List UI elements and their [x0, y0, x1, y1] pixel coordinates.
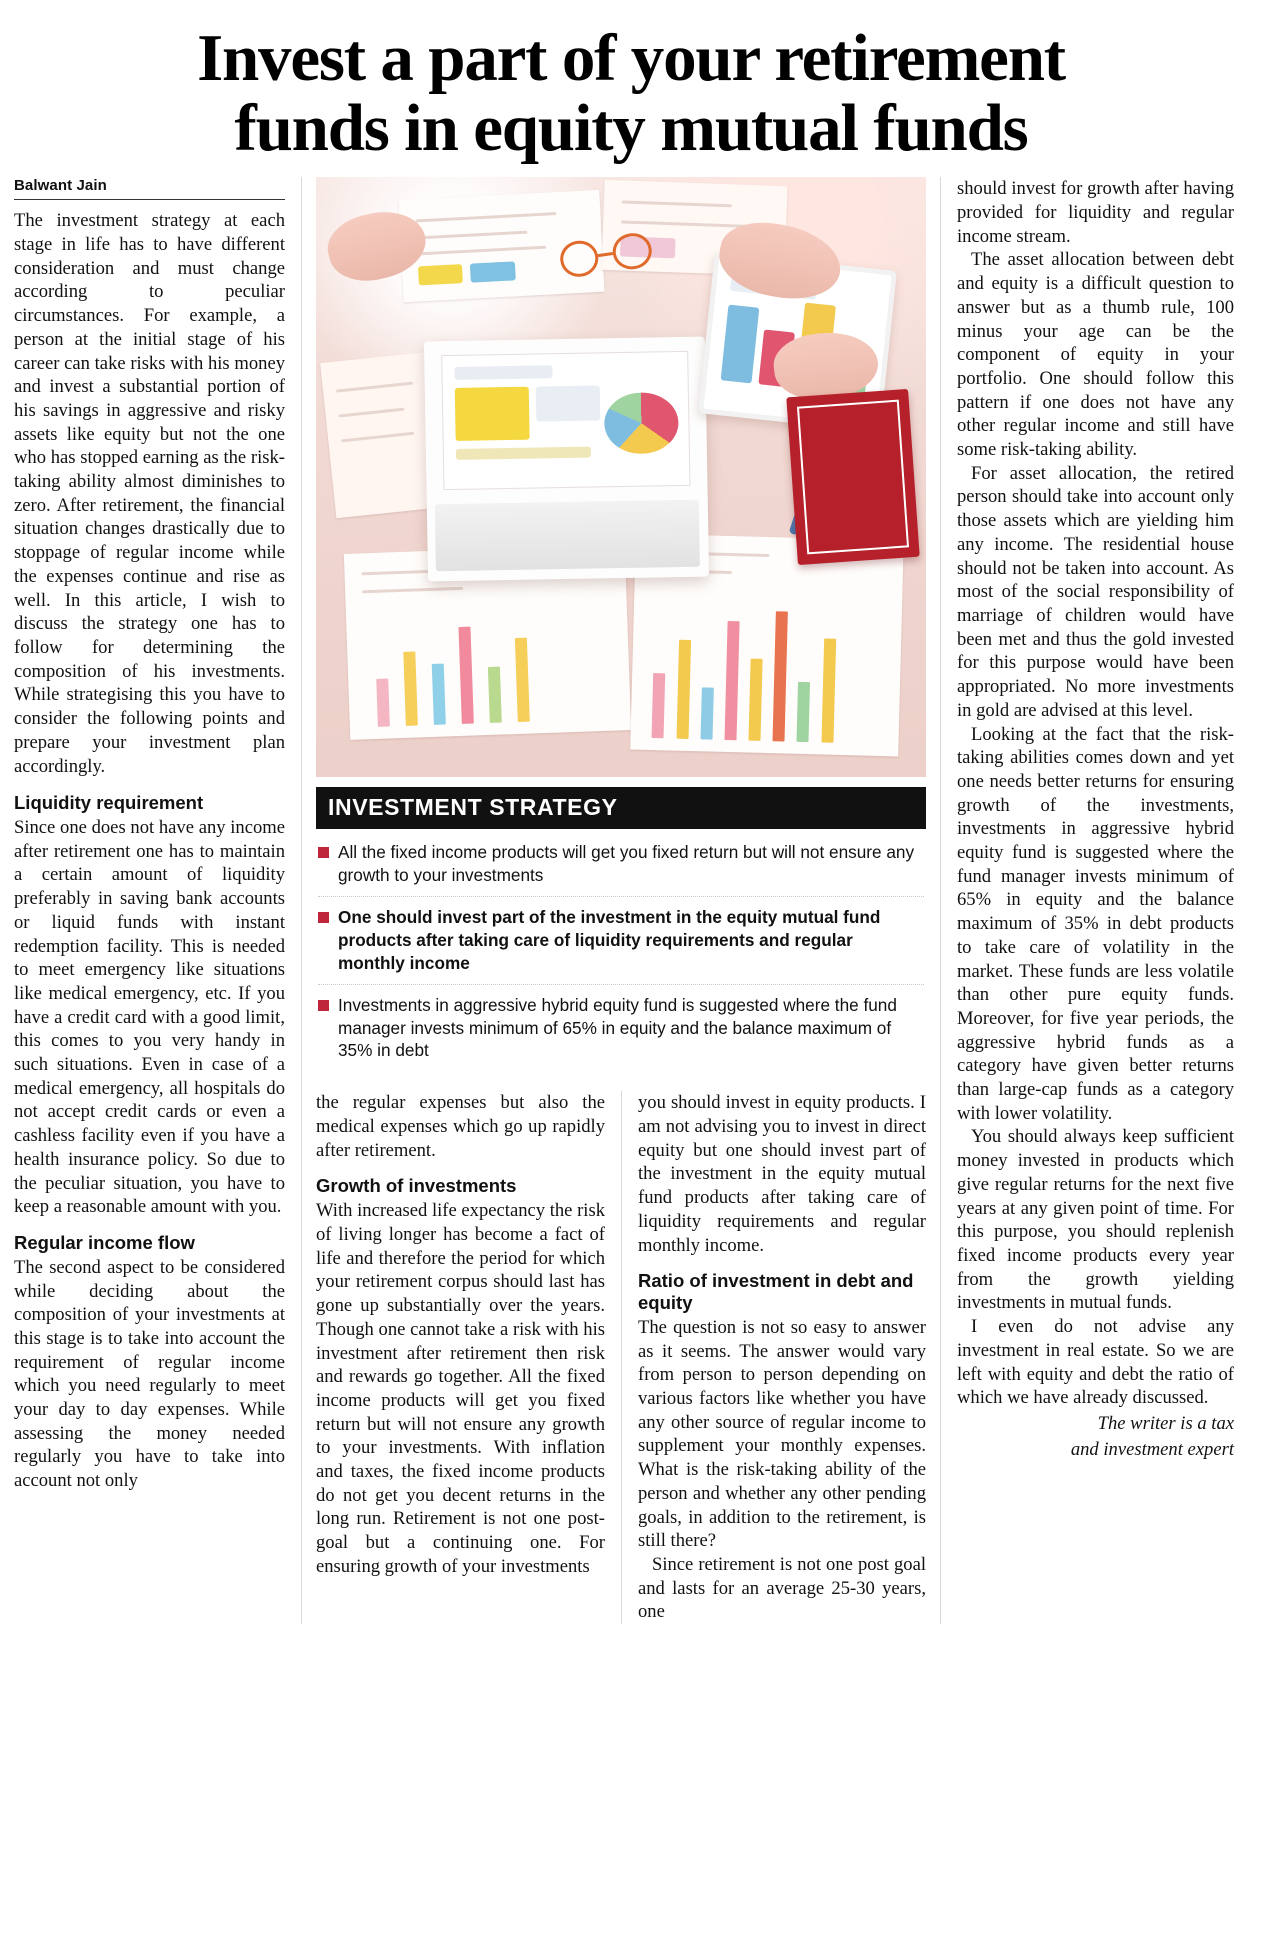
photo-laptop-keyboard	[435, 500, 700, 572]
subheading-liquidity-requirement: Liquidity requirement	[14, 792, 204, 814]
middle-lower-columns	[316, 1091, 926, 1624]
strategy-item-text: Investments in aggressive hybrid equity fund is suggested where the fund manager invests minimum of 65% in equity and the balance maximum of 35% in debt	[338, 994, 897, 1061]
page-title	[14, 21, 1248, 165]
left-section-liquidity-text: Since one does not have any income after retirement one has to maintain a certain amount of liquidity preferably in saving bank accounts or liquid funds with instant redemption facility. This is needed to meet emergency like situations like medical emergency, etc. If you have a credit card with a good limit, this comes to you very handy in such situations. Even in case of a medical emergency, all hospitals do not accept credit cards or even a cashless facility even if you have a health insurance policy. So due to the peculiar situation, you have to keep a reasonable amount with you.	[14, 817, 285, 1218]
photo-laptop	[424, 337, 709, 582]
subheading-ratio-of-investment: Ratio of investment in debt and equity	[638, 1270, 914, 1314]
middle-column	[301, 177, 941, 1624]
photo-illustration	[316, 177, 926, 777]
middle-lower-left-column	[316, 1091, 621, 1624]
left-intro-paragraph: The investment strategy at each stage in life has to have different consideration and must change according to peculiar circumstances. For example, a person at the initial stage of his career can take risks with his money and invest a substantial portion of his savings in aggressive and risky assets like equity but not the one who has stopped earning as the risk-taking ability almost diminishes to zero. After retirement, the financial situation changes drastically due to stoppage of regular income while the expenses continue and rise as well. In this article, I wish to discuss the strategy one has to follow for determining the composition of his investments. While strategising this you have to consider the following points and prepare your investment plan accordingly.	[14, 210, 285, 777]
mid-left-continuation: the regular expenses but also the medical expenses which go up rapidly after retirement.	[316, 1092, 605, 1161]
mid-right-ratio-text: The question is not so easy to answer as it seems. The answer would vary from person to person depending on various factors like whether you have any other source of regular income to supplement your monthly expenses. What is the risk-taking ability of the person and whether any other pending goals, in addition to the retirement, is still there?	[638, 1316, 926, 1552]
mid-right-tail-text: Since retirement is not one post goal and lasts for an average 25-30 years, one	[638, 1553, 926, 1623]
byline: Balwant Jain	[14, 177, 285, 200]
article-photo	[316, 177, 926, 777]
author-signoff-line-2: and investment expert	[1070, 1438, 1234, 1460]
photo-red-notebook	[786, 389, 919, 565]
right-paragraph: For asset allocation, the retired person should take into account only those assets which are yielding him any income. The residential house should not be taken into account. As most of the social responsibility of marriage of children would have been met and thus the gold invested for this purpose would have been appropriated. No more investments in gold are advised at this level.	[957, 462, 1234, 721]
strategy-item	[318, 984, 924, 1072]
subheading-growth-of-investments: Growth of investments	[316, 1175, 517, 1197]
bullet-square-icon	[318, 1000, 329, 1011]
article-columns	[14, 177, 1248, 1624]
strategy-item-text: One should invest part of the investment in the equity mutual fund products after taking care of liquidity requirements and regular monthly income	[338, 907, 881, 973]
author-signoff-line-1: The writer is a tax	[1097, 1412, 1234, 1434]
strategy-item	[318, 896, 924, 984]
right-paragraph: I even do not advise any investment in real estate. So we are left with equity and debt the ratio of which we have already discussed.	[957, 1316, 1234, 1409]
strategy-box-items	[316, 829, 926, 1077]
strategy-item-text: All the fixed income products will get you fixed return but will not ensure any growth to your investments	[338, 842, 915, 886]
photo-laptop-screen	[441, 352, 690, 491]
bullet-square-icon	[318, 912, 329, 923]
right-paragraph: The asset allocation between debt and equity is a difficult question to answer but as a thumb rule, 100 minus your age can be the component of equity in your portfolio. One should follow this pattern if one does not have any other regular income and still have some risk-taking ability.	[957, 249, 1234, 461]
right-column	[941, 177, 1234, 1461]
strategy-box-title: INVESTMENT STRATEGY	[316, 787, 926, 829]
headline-line-2: funds in equity mutual funds	[234, 90, 1028, 165]
right-paragraph: should invest for growth after having provided for liquidity and regular income stream.	[957, 178, 1234, 247]
subheading-regular-income-flow: Regular income flow	[14, 1232, 195, 1253]
right-paragraph: You should always keep sufficient money invested in products which give regular returns for the next five years at any given point of time. For this purpose, you should replenish fixed income products every year from the growth yielding investments in mutual funds.	[957, 1126, 1234, 1314]
headline-line-1: Invest a part of your retirement	[197, 21, 1065, 95]
left-section-regular-income-text: The second aspect to be considered while deciding about the composition of your investments at this stage is to take into account the requirement of regular income which you need regularly to meet your day to day expenses. While assessing the money needed regularly you have to take into account not only	[14, 1256, 285, 1492]
strategy-item	[318, 839, 924, 896]
middle-lower-right-column	[621, 1091, 926, 1624]
mid-right-continuation: you should invest in equity products. I am not advising you to invest in direct equity but one should invest part of the investment in the equity mutual fund products after taking care of liquidity requirements and regular monthly income.	[638, 1092, 926, 1256]
mid-left-growth-text: With increased life expectancy the risk of living longer has become a fact of life and therefore the period for which your retirement corpus should last has gone up substantially over the years. Though one cannot take a risk with his investment after retirement then risk and rewards go together. All the fixed income products will get you fixed return but will not ensure any growth to your investments. With inflation and taxes, the fixed income products do not get you decent returns in the long run. Retirement is not one post-goal but a continuing one. For ensuring growth of your investments	[316, 1200, 605, 1577]
investment-strategy-box	[316, 787, 926, 1077]
left-column	[14, 177, 301, 1493]
bullet-square-icon	[318, 847, 329, 858]
right-paragraph: Looking at the fact that the risk-taking abilities comes down and yet one needs better returns for ensuring growth of the investments, investments in aggressive hybrid equity fund is suggested where the fund manager invests minimum of 65% in equity and the balance maximum of 35% in debt products to take care of volatility in the market. These funds are less volatile than other pure equity funds. Moreover, for five year periods, the aggressive hybrid funds as a category have given better returns than large-cap funds as a category with lower volatility.	[957, 723, 1234, 1124]
